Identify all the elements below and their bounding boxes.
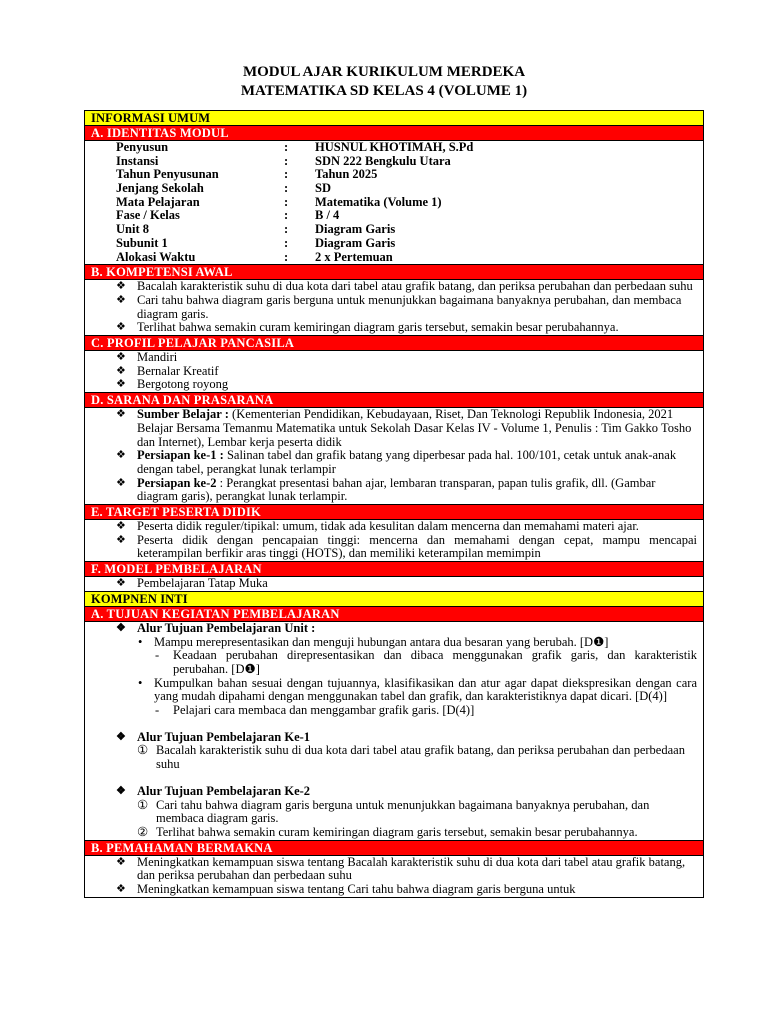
- model-list: [85, 577, 703, 592]
- identitas-key: Fase / Kelas: [116, 208, 180, 223]
- alur-unit-label-text: Alur Tujuan Pembelajaran Unit :: [137, 620, 316, 635]
- identitas-value: Matematika (Volume 1): [315, 194, 442, 209]
- sarana-item: [85, 477, 703, 504]
- circled-number: ①: [137, 743, 149, 758]
- diamond-bullet-icon: ❖: [116, 621, 126, 634]
- identitas-row: [85, 237, 703, 251]
- profil-text: Bergotong royong: [137, 377, 229, 392]
- identitas-value: Diagram Garis: [315, 222, 396, 237]
- alur-ke1-text: Bacalah karakteristik suhu di dua kota dari tabel atau grafik batang, dan periksa perubahan dan perbedaan suhu: [156, 743, 685, 772]
- identitas-colon: :: [284, 222, 289, 237]
- informasi-umum-header: INFORMASI UMUM: [85, 111, 703, 126]
- identitas-colon: :: [284, 235, 289, 250]
- kompetensi-list: [85, 280, 703, 336]
- diamond-bullet-icon: ❖: [116, 730, 126, 743]
- alur-ke2-text: Terlihat bahwa semakin curam kemiringan diagram garis tersebut, semakin besar perubahannya.: [156, 824, 638, 839]
- pemahaman-item: [85, 883, 703, 897]
- kompetensi-item: [85, 321, 703, 335]
- identitas-colon: :: [284, 167, 289, 182]
- alur-ke1-label-text: Alur Tujuan Pembelajaran Ke-1: [137, 729, 311, 744]
- alur-unit-text: Mampu merepresentasikan dan menguji hubungan antara dua besaran yang berubah. [D❶]: [154, 634, 609, 649]
- diamond-bullet-icon: ❖: [116, 378, 126, 391]
- diamond-bullet-icon: ❖: [116, 321, 126, 334]
- identitas-row: [85, 209, 703, 223]
- diamond-bullet-icon: ❖: [116, 364, 126, 377]
- alur-unit-label: [85, 622, 703, 636]
- alur-unit-subtext: Keadaan perubahan direpresentasikan dan dibaca menggunakan grafik garis, dan karakteristik perubahan. [D❶]: [173, 648, 697, 676]
- profil-item: [85, 351, 703, 365]
- sarana-text: (Kementerian Pendidikan, Kebudayaan, Riset, Dan Teknologi Republik Indonesia, 2021 Belajar Bersama Temanmu Matematika untuk Sekolah Dasar Kelas IV - Volume 1, Penulis : Tim Gakko Tosho dan Internet), Lembar kerja peserta didik: [137, 407, 692, 449]
- dash-bullet-icon: -: [155, 648, 160, 663]
- diamond-bullet-icon: ❖: [116, 520, 126, 533]
- identitas-row: [85, 155, 703, 169]
- doc-title-line1: MODUL AJAR KURIKULUM MERDEKA: [242, 64, 526, 80]
- identitas-value: B / 4: [315, 208, 340, 223]
- kompetensi-heading: B. KOMPETENSI AWAL: [85, 265, 703, 280]
- identitas-colon: :: [284, 208, 289, 223]
- identitas-colon: :: [284, 249, 289, 264]
- sarana-item: [85, 449, 703, 476]
- profil-item: [85, 378, 703, 392]
- profil-heading: C. PROFIL PELAJAR PANCASILA: [85, 336, 703, 351]
- identitas-value: SDN 222 Bengkulu Utara: [315, 153, 451, 168]
- model-text: Pembelajaran Tatap Muka: [137, 576, 268, 591]
- identitas-block: [85, 141, 703, 265]
- diamond-bullet-icon: ❖: [116, 784, 126, 797]
- model-item: [85, 577, 703, 591]
- profil-item: [85, 365, 703, 379]
- identitas-key: Unit 8: [116, 222, 149, 237]
- model-heading: F. MODEL PEMBELAJARAN: [85, 562, 703, 577]
- diamond-bullet-icon: ❖: [116, 351, 126, 363]
- profil-text: Mandiri: [137, 350, 178, 364]
- kompetensi-text: Cari tahu bahwa diagram garis berguna untuk menunjukkan bagaimana banyaknya perubahan, dan membaca diagram garis.: [137, 292, 682, 321]
- target-item: [85, 534, 703, 561]
- identitas-value: Diagram Garis: [315, 235, 396, 250]
- identitas-row: [85, 223, 703, 237]
- alur-ke2-label: [85, 785, 703, 799]
- identitas-value: 2 x Pertemuan: [315, 249, 393, 264]
- dash-bullet-icon: -: [155, 703, 160, 718]
- alur-ke1-label: [85, 731, 703, 745]
- target-item: [85, 520, 703, 534]
- identitas-heading: A. IDENTITAS MODUL: [85, 126, 703, 141]
- dot-bullet-icon: •: [138, 675, 143, 690]
- pemahaman-item: [85, 856, 703, 883]
- alur-unit-item: [85, 636, 703, 650]
- identitas-value: SD: [315, 181, 331, 196]
- diamond-bullet-icon: ❖: [116, 293, 126, 306]
- target-text: Peserta didik dengan pencapaian tinggi: mencerna dan memahami dengan cepat, mampu mencapai keterampilan berfikir aras tinggi (HOTS), dan memiliki keterampilan memimpin: [137, 532, 697, 561]
- identitas-key: Subunit 1: [116, 235, 168, 250]
- diamond-bullet-icon: ❖: [116, 533, 126, 546]
- kompnen-inti-header: KOMPNEN INTI: [85, 592, 703, 607]
- identitas-value: Tahun 2025: [315, 167, 378, 182]
- profil-list: [85, 351, 703, 393]
- identitas-key: Instansi: [116, 153, 159, 168]
- identitas-key: Jenjang Sekolah: [116, 181, 204, 196]
- identitas-value: HUSNUL KHOTIMAH, S.Pd: [315, 140, 474, 154]
- sarana-text: Salinan tabel dan grafik batang yang diperbesar pada hal. 100/101, cetak untuk anak-anak dengan tabel, perangkat lunak terlampir: [137, 448, 677, 476]
- alur-unit-subitem: [85, 704, 703, 718]
- kompetensi-item: [85, 294, 703, 321]
- diamond-bullet-icon: ❖: [116, 449, 126, 462]
- doc-title-line2: MATEMATIKA SD KELAS 4 (VOLUME 1): [240, 83, 528, 99]
- diamond-bullet-icon: ❖: [116, 883, 126, 896]
- identitas-key: Tahun Penyusunan: [116, 167, 219, 182]
- sarana-item: [85, 408, 703, 449]
- tujuan-heading: A. TUJUAN KEGIATAN PEMBELAJARAN: [85, 607, 703, 622]
- alur-unit-subtext: Pelajari cara membaca dan menggambar grafik garis. [D(4)]: [173, 703, 475, 718]
- alur-ke2-item: [85, 826, 703, 840]
- pemahaman-heading: B. PEMAHAMAN BERMAKNA: [85, 841, 703, 856]
- identitas-key: Penyusun: [116, 140, 169, 154]
- circled-number: ①: [137, 797, 149, 812]
- sarana-list: [85, 408, 703, 505]
- identitas-row: [85, 141, 703, 155]
- sarana-text: : Perangkat presentasi bahan ajar, lembaran transparan, papan tulis grafik, dll. (Gambar diagram garis), perangkat lunak terlampir.: [137, 475, 656, 504]
- diamond-bullet-icon: ❖: [116, 408, 126, 421]
- diamond-bullet-icon: ❖: [116, 855, 126, 868]
- sarana-label: Persiapan ke-1 :: [137, 448, 224, 463]
- identitas-key: Mata Pelajaran: [116, 194, 200, 209]
- identitas-colon: :: [284, 140, 289, 154]
- identitas-key: Alokasi Waktu: [116, 249, 196, 264]
- sarana-label: Persiapan ke-2: [137, 475, 217, 490]
- pemahaman-list: [85, 856, 703, 897]
- target-text: Peserta didik reguler/tipikal: umum, tidak ada kesulitan dalam mencerna dan memahami materi ajar.: [137, 519, 639, 534]
- sarana-label: Sumber Belajar :: [137, 407, 229, 422]
- sarana-heading: D. SARANA DAN PRASARANA: [85, 393, 703, 408]
- identitas-colon: :: [284, 194, 289, 209]
- circled-number: ②: [137, 824, 149, 839]
- target-list: [85, 520, 703, 562]
- identitas-colon: :: [284, 153, 289, 168]
- alur-ke1-item: [85, 744, 703, 771]
- alur-ke2-text: Cari tahu bahwa diagram garis berguna untuk menunjukkan bagaimana banyaknya perubahan, dan membaca diagram garis.: [156, 797, 650, 826]
- identitas-row: [85, 168, 703, 182]
- alur-ke2-item: [85, 799, 703, 826]
- pemahaman-text: Meningkatkan kemampuan siswa tentang Cari tahu bahwa diagram garis berguna untuk: [137, 882, 576, 897]
- profil-text: Bernalar Kreatif: [137, 363, 219, 378]
- alur-ke2-label-text: Alur Tujuan Pembelajaran Ke-2: [137, 783, 311, 798]
- identitas-row: [85, 251, 703, 265]
- diamond-bullet-icon: ❖: [116, 577, 126, 590]
- kompetensi-item: [85, 280, 703, 294]
- kompetensi-text: Bacalah karakteristik suhu di dua kota dari tabel atau grafik batang, dan periksa perubahan dan perbedaan suhu: [137, 279, 693, 294]
- kompetensi-text: Terlihat bahwa semakin curam kemiringan diagram garis tersebut, semakin besar perubahannya.: [137, 320, 619, 335]
- module-table: [84, 110, 704, 898]
- identitas-row: [85, 196, 703, 210]
- tujuan-block: [85, 622, 703, 841]
- diamond-bullet-icon: ❖: [116, 280, 126, 293]
- identitas-colon: :: [284, 181, 289, 196]
- alur-unit-item: [85, 677, 703, 704]
- target-heading: E. TARGET PESERTA DIDIK: [85, 505, 703, 520]
- dot-bullet-icon: •: [138, 634, 143, 649]
- diamond-bullet-icon: ❖: [116, 476, 126, 489]
- alur-unit-text: Kumpulkan bahan sesuai dengan tujuannya, klasifikasikan dan atur agar dapat diekspresikan dengan cara yang mudah dipahami dengan menggunakan tabel dan grafik, dan karakteristiknya dapat dicari. [D(4)]: [154, 675, 697, 704]
- alur-unit-subitem: [85, 649, 703, 676]
- pemahaman-text: Meningkatkan kemampuan siswa tentang Bacalah karakteristik suhu di dua kota dari tabel atau grafik batang, dan periksa perubahan dan perbedaan suhu: [137, 854, 686, 883]
- identitas-row: [85, 182, 703, 196]
